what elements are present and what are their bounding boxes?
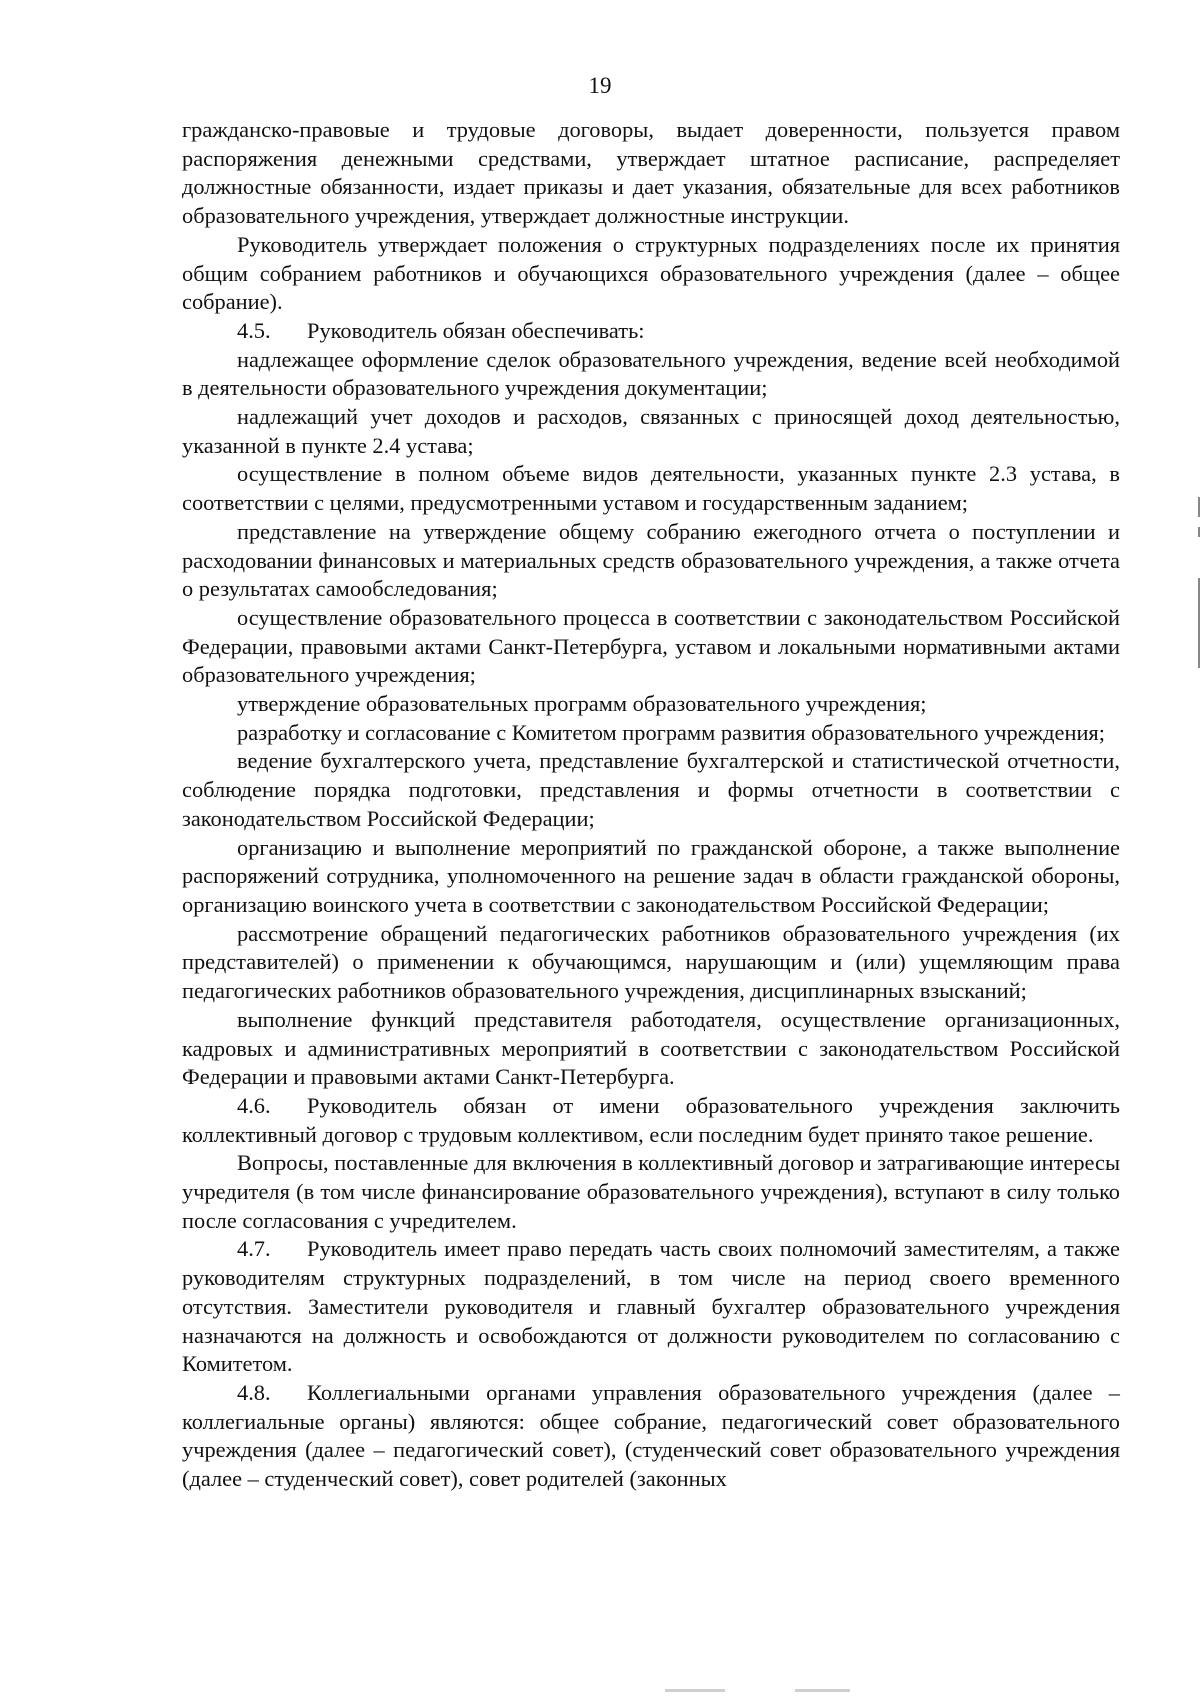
list-item [182,518,1120,604]
paragraph-text: организацию и выполнение мероприятий по гражданской обороне, а также выполнение распоряжений сотрудника, уполномоченного на решение задач в области гражданской обороны, организацию воинского учета в соответствии с законодательством Российской Федерации; [182,834,1120,917]
paragraph-text: надлежащее оформление сделок образовательного учреждения, ведение всей необходимой в деятельности образовательного учреждения документации; [182,346,1120,401]
paragraph-text: выполнение функций представителя работодателя, осуществление организационных, кадровых и административных мероприятий в соответствии с законодательством Российской Федерации и правовыми актами Санкт-Петербурга. [182,1006,1120,1090]
clause-4-5 [182,317,1120,346]
clause-4-7 [182,1235,1120,1379]
paragraph-text: утверждение образовательных программ образовательного учреждения; [237,691,927,717]
paragraph-text: представление на утверждение общему собранию ежегодного отчета о поступлении и расходовании финансовых и материальных средств образовательного учреждения, а также отчета о результатах самообследования; [182,518,1120,602]
paragraph-text: Руководитель обязан обеспечивать: [307,317,645,343]
list-item [182,690,1120,719]
clause-4-6 [182,1092,1120,1149]
paragraph-text: осуществление в полном объеме видов деятельности, указанных пункте 2.3 устава, в соответствии с целями, предусмотренными уставом и государственным заданием; [182,461,1120,516]
list-item [182,604,1120,690]
scan-artifact [665,1689,725,1692]
paragraph [182,1149,1120,1235]
clause-4-8 [182,1379,1120,1494]
list-item [182,346,1120,403]
list-item [182,403,1120,460]
scan-artifact [795,1689,850,1692]
list-item [182,747,1120,833]
list-item [182,920,1120,1006]
clause-number: 4.6. [237,1092,271,1118]
paragraph-text: Руководитель обязан от имени образовательного учреждения заключить коллективный договор с трудовым коллективом, если последним будет принято такое решение. [182,1092,1120,1147]
list-item [182,460,1120,517]
paragraph-continuation [182,116,1120,231]
list-item [182,719,1120,748]
paragraph [182,231,1120,317]
paragraph-text: рассмотрение обращений педагогических работников образовательного учреждения (их представителей) о применении к обучающимся, нарушающим и (или) ущемляющим права педагогических работников образовательного учреждения, дисциплинарных взысканий; [182,920,1120,1004]
clause-number: 4.8. [237,1379,271,1405]
paragraph-text: Коллегиальными органами управления образовательного учреждения (далее – коллегиальные органы) являются: общее собрание, педагогический совет образовательного учреждения (далее – педагогический совет), (студенческий совет образовательного учреждения (далее – студенческий совет), совет родителей (законных [182,1379,1120,1492]
clause-number: 4.5. [237,317,271,343]
paragraph-text: надлежащий учет доходов и расходов, связанных с приносящей доход деятельностью, указанной в пункте 2.4 устава; [182,404,1120,458]
list-item [182,834,1120,920]
paragraph-text: Руководитель имеет право передать часть своих полномочий заместителям, а также руководителям структурных подразделений, в том числе на период своего временного отсутствия. Заместители руководителя и главный бухгалтер образовательного учреждения назначаются на должность и освобождаются от должности руководителем по согласованию с Комитетом. [182,1236,1120,1377]
clause-number: 4.7. [237,1236,271,1262]
paragraph-text: Вопросы, поставленные для включения в коллективный договор и затрагивающие интересы учредителя (в том числе финансирование образовательного учреждения), вступают в силу только после согласования с учредителем. [182,1150,1120,1233]
list-item [182,1006,1120,1092]
paragraph-text: разработку и согласование с Комитетом программ развития образовательного учреждения; [237,719,1105,745]
page-number: 19 [588,73,612,98]
paragraph-text: осуществление образовательного процесса в соответствии с законодательством Российской Федерации, правовыми актами Санкт-Петербурга, уставом и локальными нормативными актами образовательного учреждения; [182,604,1120,688]
paragraph-text: Руководитель утверждает положения о структурных подразделениях после их принятия общим собранием работников и обучающихся образовательного учреждения (далее – общее собрание). [182,231,1120,315]
paragraph-text: ведение бухгалтерского учета, представление бухгалтерской и статистической отчетности, соблюдение порядка подготовки, представления и формы отчетности в соответствии с законодательством Российской Федерации; [182,748,1120,831]
paragraph-text: гражданско-правовые и трудовые договоры, выдает доверенности, пользуется правом распоряжения денежными средствами, утверждает штатное расписание, распределяет должностные обязанности, издает приказы и дает указания, обязательные для всех работников образовательного учреждения, утверждает должностные инструкции. [182,117,1120,229]
body-text [182,116,1120,1494]
